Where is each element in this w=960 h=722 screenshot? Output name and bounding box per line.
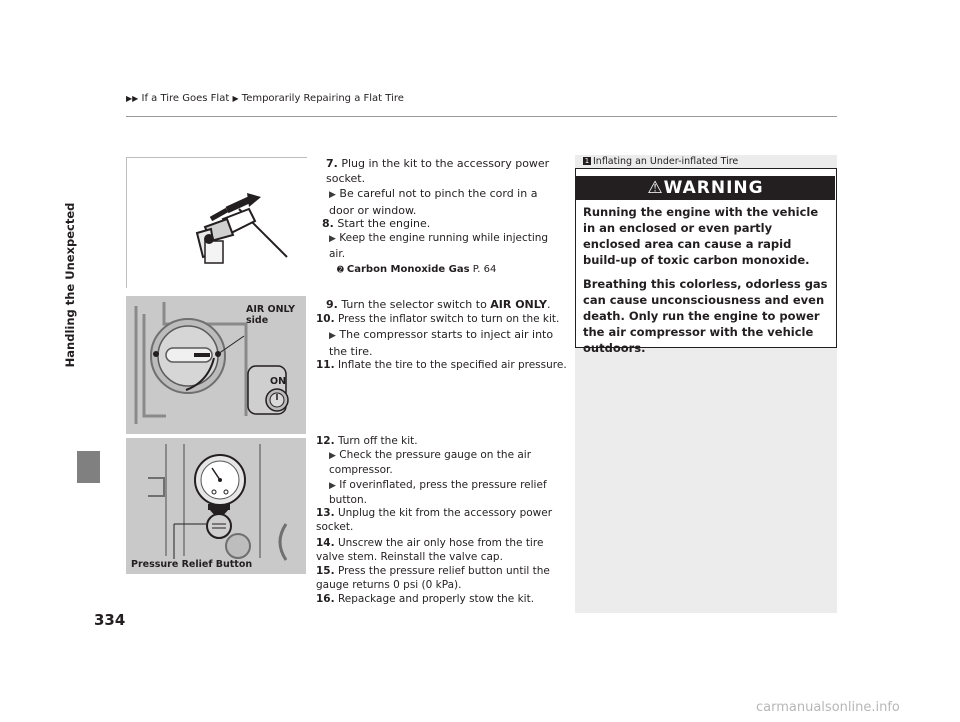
on-button-label: ON bbox=[270, 376, 287, 387]
warning-triangle-icon: ⚠ bbox=[647, 178, 664, 198]
cross-reference[interactable] bbox=[337, 262, 496, 277]
step-bullet-text: If overinflated, press the pressure relief button. bbox=[329, 479, 547, 506]
warning-header bbox=[576, 176, 835, 200]
breadcrumb-item[interactable]: Temporarily Repairing a Flat Tire bbox=[241, 93, 404, 104]
step-9 bbox=[326, 297, 566, 312]
step-15 bbox=[316, 564, 556, 592]
step-text: Plug in the kit to the accessory power socket. bbox=[326, 157, 550, 185]
watermark: carmanualsonline.info bbox=[756, 700, 900, 715]
step-bullet-text: Be careful not to pinch the cord in a door or window. bbox=[329, 187, 538, 217]
air-only-label bbox=[246, 304, 295, 326]
step-text: . bbox=[547, 298, 551, 311]
step-number: 11. bbox=[316, 359, 335, 371]
warning-header-text: WARNING bbox=[663, 178, 764, 198]
step-text: Repackage and properly stow the kit. bbox=[337, 593, 535, 605]
step-14 bbox=[316, 536, 556, 564]
step-bullet-text: Keep the engine running while injecting air. bbox=[329, 232, 549, 260]
step-12-bullet-2 bbox=[329, 478, 561, 507]
bullet-arrow-icon: ▶ bbox=[329, 481, 336, 491]
breadcrumb bbox=[126, 93, 404, 104]
reference-arrow-icon: ➋ bbox=[337, 265, 344, 274]
step-number: 16. bbox=[316, 593, 335, 605]
warning-paragraph: Running the engine with the vehicle in an enclosed or even partly enclosed area can cause a rapid build-up of toxic carbon monoxide. bbox=[583, 205, 819, 267]
step-number: 13. bbox=[316, 507, 335, 519]
step-text: Unscrew the air only hose from the tire valve stem. Reinstall the valve cap. bbox=[316, 537, 544, 563]
chapter-side-label bbox=[59, 180, 81, 390]
step-12-bullet-1 bbox=[329, 448, 559, 477]
triangle-right-icon: ▶ bbox=[232, 94, 239, 103]
step-text: Turn the selector switch to bbox=[341, 298, 491, 311]
step-13 bbox=[316, 506, 556, 534]
step-7 bbox=[326, 156, 562, 186]
reference-page: P. 64 bbox=[472, 264, 497, 275]
chapter-side-label-text: Handling the Unexpected bbox=[63, 202, 77, 368]
step-number: 10. bbox=[316, 313, 335, 325]
bullet-arrow-icon: ▶ bbox=[329, 234, 336, 244]
step-number: 15. bbox=[316, 565, 335, 577]
header-divider bbox=[126, 116, 837, 117]
reference-title: Carbon Monoxide Gas bbox=[346, 264, 470, 275]
step-number: 14. bbox=[316, 537, 335, 549]
warning-paragraph: Breathing this colorless, odorless gas can cause unconsciousness and even death. Only run the engine to power the air compressor with the vehicle outdoors. bbox=[583, 277, 828, 355]
chapter-tab-marker bbox=[77, 451, 100, 483]
step-11 bbox=[316, 358, 571, 373]
step-8 bbox=[322, 216, 562, 231]
step-number: 9. bbox=[326, 298, 338, 311]
figure-selector-switch bbox=[126, 296, 306, 434]
note-marker-icon: 1 bbox=[584, 157, 590, 165]
step-8-bullet bbox=[329, 231, 561, 262]
figure-pressure-relief bbox=[126, 438, 306, 574]
step-text: Press the pressure relief button until the gauge returns 0 psi (0 kPa). bbox=[316, 565, 550, 591]
step-number: 8. bbox=[322, 217, 334, 230]
step-10-bullet bbox=[329, 327, 561, 359]
bullet-arrow-icon: ▶ bbox=[329, 451, 336, 461]
step-text-bold: AIR ONLY bbox=[490, 298, 548, 311]
step-text: Unplug the kit from the accessory power socket. bbox=[316, 507, 553, 533]
pressure-gauge-illustration bbox=[126, 438, 306, 574]
step-10 bbox=[316, 312, 566, 327]
step-number: 7. bbox=[326, 157, 338, 170]
air-only-label-line1: AIR ONLY bbox=[246, 304, 295, 315]
bullet-arrow-icon: ▶ bbox=[329, 331, 336, 341]
step-16 bbox=[316, 592, 556, 606]
pressure-relief-label: Pressure Relief Button bbox=[131, 559, 253, 570]
step-bullet-text: The compressor starts to inject air into the tire. bbox=[329, 328, 554, 358]
page-number: 334 bbox=[94, 611, 126, 629]
warning-text bbox=[583, 204, 831, 364]
step-number: 12. bbox=[316, 435, 335, 447]
step-text: Start the engine. bbox=[337, 217, 431, 230]
triangle-right-icon: ▶▶ bbox=[126, 94, 139, 103]
step-7-bullet bbox=[329, 186, 559, 218]
step-text: Inflate the tire to the specified air pressure. bbox=[337, 359, 567, 371]
bullet-arrow-icon: ▶ bbox=[329, 190, 336, 200]
air-only-label-line2: side bbox=[246, 315, 269, 326]
step-12 bbox=[316, 434, 556, 448]
note-title-text: Inflating an Under-inflated Tire bbox=[593, 156, 739, 167]
step-bullet-text: Check the pressure gauge on the air compressor. bbox=[329, 449, 532, 476]
step-text: Turn off the kit. bbox=[337, 435, 418, 447]
breadcrumb-item[interactable]: If a Tire Goes Flat bbox=[141, 93, 230, 104]
step-text: Press the inflator switch to turn on the kit. bbox=[337, 313, 560, 325]
figure-plug-in-kit bbox=[126, 157, 307, 288]
note-title bbox=[583, 156, 738, 167]
plug-illustration bbox=[127, 157, 307, 288]
